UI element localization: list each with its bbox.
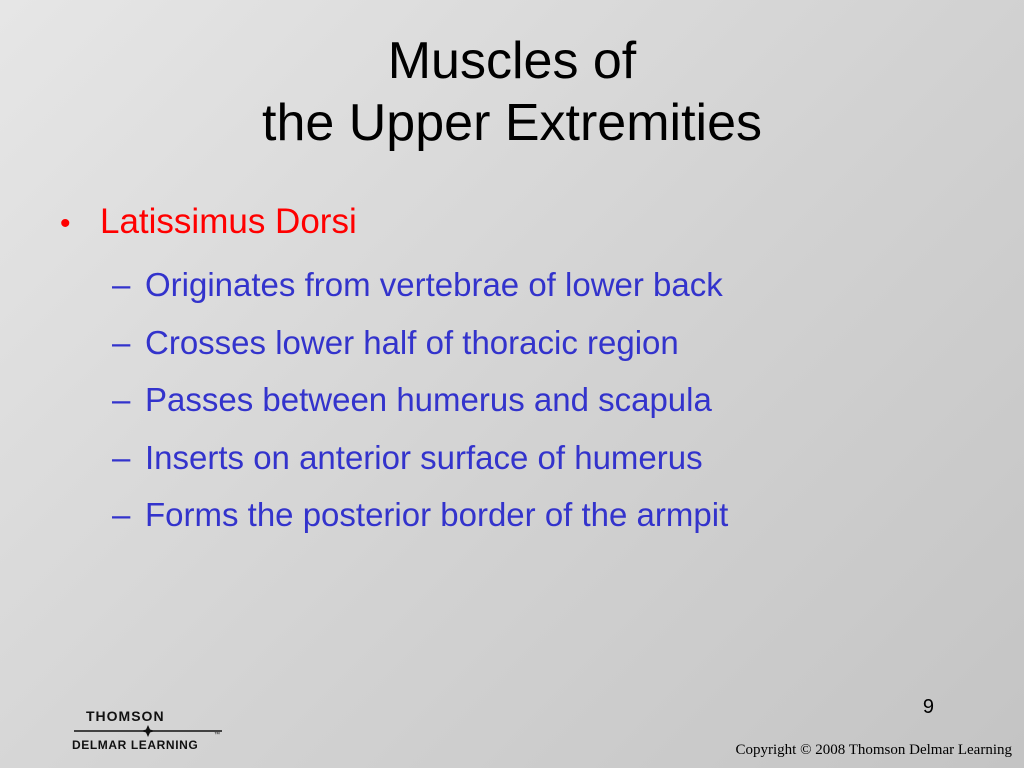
sub-bullet-item	[112, 486, 980, 544]
logo-thomson-text: THOMSON	[86, 708, 165, 724]
title-line-1: Muscles of	[387, 32, 637, 90]
bullet-dot-icon: •	[60, 207, 71, 240]
slide-content	[60, 196, 980, 544]
sub-bullet-text: Passes between humerus and scapula	[145, 381, 712, 418]
dash-icon: –	[112, 381, 131, 418]
dash-icon: –	[112, 323, 131, 361]
logo-trademark: ™	[214, 732, 220, 738]
title-line-2: the Upper Extremities	[262, 94, 762, 152]
sub-bullet-text: Inserts on anterior surface of humerus	[145, 438, 703, 476]
slide-title	[0, 30, 1024, 154]
sub-bullet-text: Originates from vertebrae of lower back	[145, 266, 723, 303]
dash-icon: –	[112, 496, 131, 533]
logo-star-line-icon	[72, 725, 224, 737]
sub-bullet-text: Crosses lower half of thoracic region	[145, 323, 679, 361]
slide-number: 9	[922, 696, 934, 718]
sub-bullet-list	[112, 256, 980, 544]
sub-bullet-item	[112, 371, 980, 429]
thomson-delmar-logo	[72, 708, 232, 756]
dash-icon: –	[112, 266, 131, 303]
sub-bullet-item	[112, 429, 980, 487]
main-bullet	[60, 196, 980, 250]
main-bullet-label: Latissimus Dorsi	[100, 202, 357, 241]
sub-bullet-text: Forms the posterior border of the armpit	[145, 496, 729, 533]
copyright-text: Copyright © 2008 Thomson Delmar Learning	[735, 742, 1012, 758]
sub-bullet-item	[112, 256, 980, 314]
dash-icon: –	[112, 438, 131, 476]
logo-delmar-text: DELMAR LEARNING	[72, 738, 199, 752]
sub-bullet-item	[112, 314, 980, 372]
